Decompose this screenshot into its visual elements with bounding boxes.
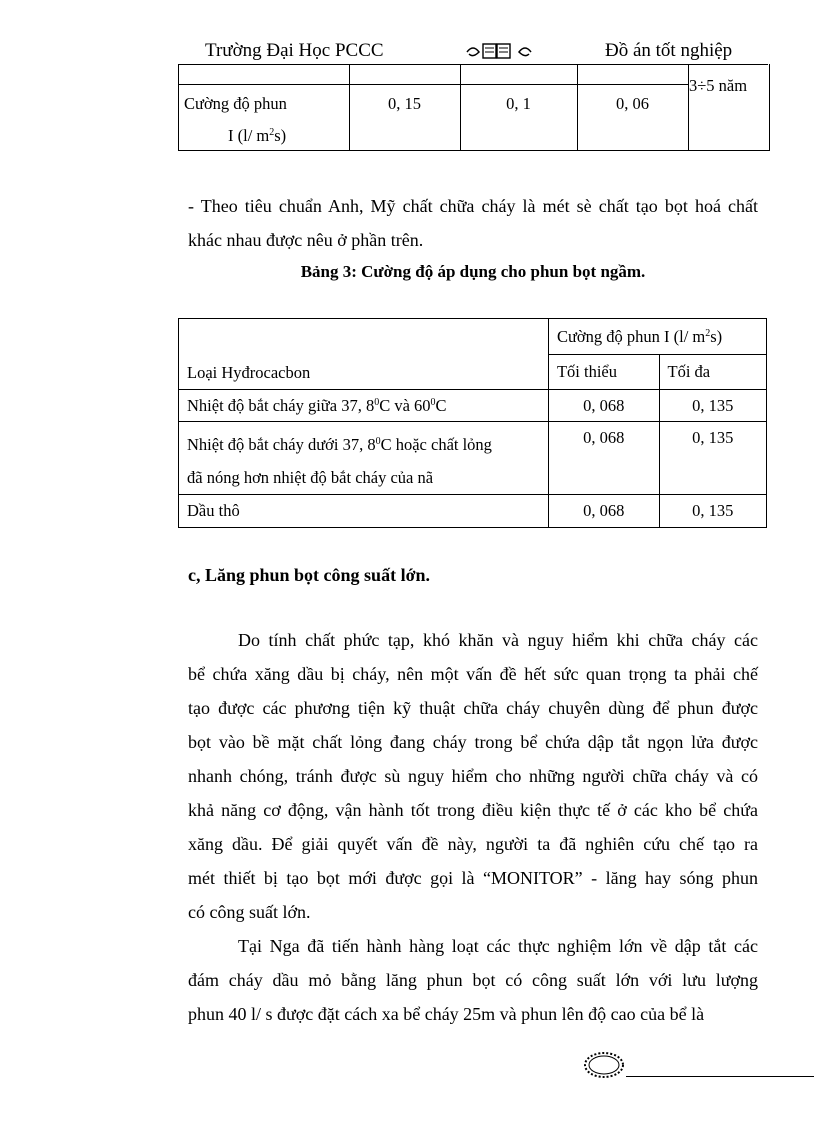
paragraph-line: khả năng cơ động, vận hành tốt trong điều kiện thực tế ở các kho bể chứa (188, 800, 758, 820)
paragraph-line: xăng dầu. Để giải quyết vấn đề này, người ta đã nghiên cứu chế tạo ra (188, 834, 758, 854)
table-row (179, 390, 767, 422)
table-cell: 0, 135 (659, 390, 767, 422)
table-cell: 0, 068 (548, 390, 659, 422)
intensity-label: Cường độ phun (184, 94, 287, 113)
paragraph-line: bọt vào bề mặt chất lỏng đang cháy trong bể chứa dập tắt ngọn lửa được (188, 732, 758, 752)
table-cell: Nhiệt độ bắt cháy giữa 37, $8^0C$ và $60^0C$ (179, 390, 549, 422)
top-table (178, 64, 770, 152)
table-row (179, 495, 767, 528)
column-header-min: Tối thiểu (548, 355, 659, 390)
intensity-value: 0, 06 (616, 94, 649, 113)
table-cell: Nhiệt độ bắt cháy dưới 37, $8^0C$ hoặc chất lỏng đã nóng hơn nhiệt độ bắt cháy của nã (179, 422, 549, 495)
table-cell: Dầu thô (179, 495, 549, 528)
table-cell: 0, 135 (659, 422, 767, 495)
paragraph-line: Do tính chất phức tạp, khó khăn và nguy hiểm khi chữa cháy các (238, 630, 758, 650)
paragraph-line: bể chứa xăng dầu bị cháy, nên một vấn đề hết sức quan trọng ta phải chế (188, 664, 758, 684)
section-title: c, Lăng phun bọt công suất lớn. (188, 565, 431, 585)
column-header-group: Cường độ phun I (l/ $m^2s$) (548, 319, 766, 355)
table-caption: Bảng 3: Cường độ áp dụng cho phun bọt ngầm. (300, 262, 646, 281)
wreath-ornament-icon (582, 1050, 626, 1080)
intensity-value: 0, 1 (506, 94, 531, 113)
paragraph-line: Tại Nga đã tiến hành hàng loạt các thực nghiệm lớn về dập tắt các (238, 936, 758, 956)
footer-rule (626, 1076, 814, 1077)
header-title: Đồ án tốt nghiệp (605, 40, 733, 61)
paragraph-line: phun 40 l/ s được đặt cách xa bể cháy 25m và phun lên độ cao của bể là (188, 1004, 705, 1024)
paragraph: - Theo tiêu chuẩn Anh, Mỹ chất chữa cháy là mét sè chất tạo bọt hoá chất (188, 196, 758, 216)
paragraph: khác nhau được nêu ở phần trên. (188, 230, 424, 250)
book-ornament-icon (465, 40, 533, 62)
duration-value: 3÷5 năm (689, 76, 748, 95)
intensity-table (178, 318, 767, 528)
table-cell: 0, 068 (548, 422, 659, 495)
paragraph-line: nhanh chóng, tránh được sù nguy hiểm cho những người chữa cháy và có (188, 766, 758, 786)
column-header-type: Loại Hyđrocacbon (179, 319, 549, 390)
intensity-value: 0, 15 (388, 94, 421, 113)
paragraph-line: đám cháy dầu mỏ bằng lăng phun bọt có công suất lớn với lưu lượng (188, 970, 758, 990)
paragraph-line: tạo được các phương tiện kỹ thuật chữa cháy chuyên dùng để phun được (188, 698, 758, 718)
paragraph-line: mét thiết bị tạo bọt mới được gọi là “MONITOR” - lăng hay sóng phun (188, 868, 758, 888)
table-cell: 0, 135 (659, 495, 767, 528)
intensity-unit: I (l/ $m^2s$) (228, 126, 287, 145)
table-row (179, 422, 767, 495)
header-school: Trường Đại Học PCCC (205, 40, 384, 61)
paragraph-line: có công suất lớn. (188, 902, 311, 922)
column-header-max: Tối đa (659, 355, 767, 390)
table-cell: 0, 068 (548, 495, 659, 528)
